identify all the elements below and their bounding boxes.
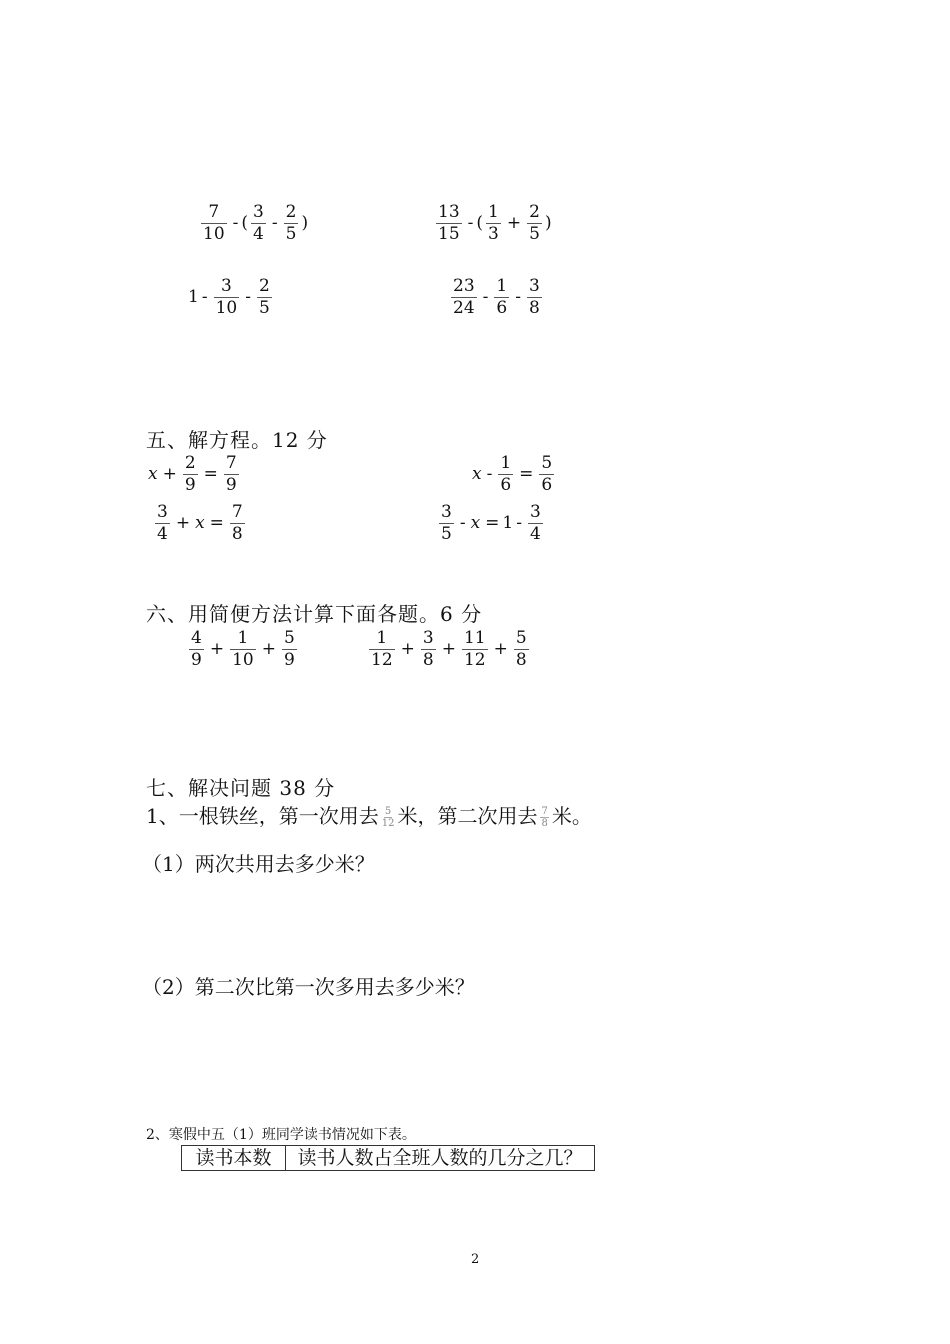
table-header-cell: 读书人数占全班人数的几分之几？: [286, 1146, 595, 1171]
fraction: $\frac{3}{5}$: [441, 502, 452, 544]
fraction: $\frac{4}{9}$: [191, 628, 202, 670]
fraction: $\frac{5}{8}$: [515, 628, 527, 670]
fraction: $\frac{5}{12}$: [381, 806, 395, 829]
fraction: $\frac{3}{4}$: [157, 502, 168, 544]
problem-1-sub-question-1: （1）两次共用去多少米？: [142, 852, 375, 876]
fraction: $\frac{3}{8}$: [422, 628, 434, 670]
equation-1: x + $\frac{2}{9}$ = $\frac{7}{9}$: [148, 453, 237, 495]
fraction: $\frac{7}{8}$: [231, 502, 243, 544]
fraction: $\frac{23}{24}$: [453, 276, 475, 318]
page-number: 2: [471, 1252, 480, 1267]
fraction: $\frac{2}{5}$: [285, 202, 297, 244]
fraction: $\frac{1}{12}$: [371, 628, 393, 670]
equation-4: $\frac{3}{5}$ - x = 1 - $\frac{3}{4}$: [441, 502, 541, 544]
section-7-heading: 七、解决问题 38 分: [146, 776, 336, 800]
expression-1: $\frac{7}{10}$ - ( $\frac{3}{4}$ - $\frac{2}{5}$ ): [203, 202, 309, 244]
fraction: $\frac{5}{6}$: [541, 453, 553, 495]
problem-1-sub-question-2: （2）第二次比第一次多用去多少米？: [142, 975, 475, 999]
simplify-expression-2: $\frac{1}{12}$ + $\frac{3}{8}$ + $\frac{11}{12}$ + $\frac{5}{8}$: [371, 628, 527, 670]
fraction: $\frac{7}{8}$: [541, 806, 548, 829]
section-5-heading: 五、解方程。12 分: [146, 428, 328, 452]
fraction: $\frac{1}{3}$: [488, 202, 499, 244]
expression-3: 1 - $\frac{3}{10}$ - $\frac{2}{5}$: [188, 276, 270, 318]
reading-table: [181, 1145, 595, 1171]
fraction: $\frac{1}{6}$: [500, 453, 512, 495]
section-6-heading: 六、用简便方法计算下面各题。6 分: [146, 602, 483, 626]
fraction: $\frac{2}{5}$: [258, 276, 270, 318]
fraction: $\frac{2}{5}$: [529, 202, 540, 244]
fraction: $\frac{7}{10}$: [203, 202, 225, 244]
equation-3: $\frac{3}{4}$ + x = $\frac{7}{8}$: [157, 502, 243, 544]
expression-4: $\frac{23}{24}$ - $\frac{1}{6}$ - $\frac{3}{8}$: [453, 276, 540, 318]
fraction: $\frac{1}{10}$: [232, 628, 254, 670]
simplify-expression-1: $\frac{4}{9}$ + $\frac{1}{10}$ + $\frac{5}{9}$: [191, 628, 295, 670]
table-header-cell: 读书本数: [182, 1146, 286, 1171]
fraction: $\frac{13}{15}$: [438, 202, 460, 244]
expression-2: $\frac{13}{15}$ - ( $\frac{1}{3}$ + $\frac{2}{5}$ ): [438, 202, 552, 244]
fraction: $\frac{5}{9}$: [283, 628, 295, 670]
fraction: $\frac{3}{4}$: [530, 502, 541, 544]
equation-2: x - $\frac{1}{6}$ = $\frac{5}{6}$: [472, 453, 553, 495]
table-row: [182, 1146, 595, 1171]
problem-1-statement: 1、一根铁丝，第一次用去 $\frac{5}{12}$ 米，第二次用去 $\frac{7}{8}$ 米。: [146, 804, 592, 829]
fraction: $\frac{11}{12}$: [463, 628, 486, 670]
fraction: $\frac{3}{4}$: [253, 202, 264, 244]
fraction: $\frac{2}{9}$: [184, 453, 196, 495]
fraction: $\frac{7}{9}$: [225, 453, 237, 495]
fraction: $\frac{3}{8}$: [528, 276, 540, 318]
problem-2-statement: 2、寒假中五（1）班同学读书情况如下表。: [146, 1127, 416, 1143]
fraction: $\frac{3}{10}$: [215, 276, 238, 318]
fraction: $\frac{1}{6}$: [496, 276, 508, 318]
